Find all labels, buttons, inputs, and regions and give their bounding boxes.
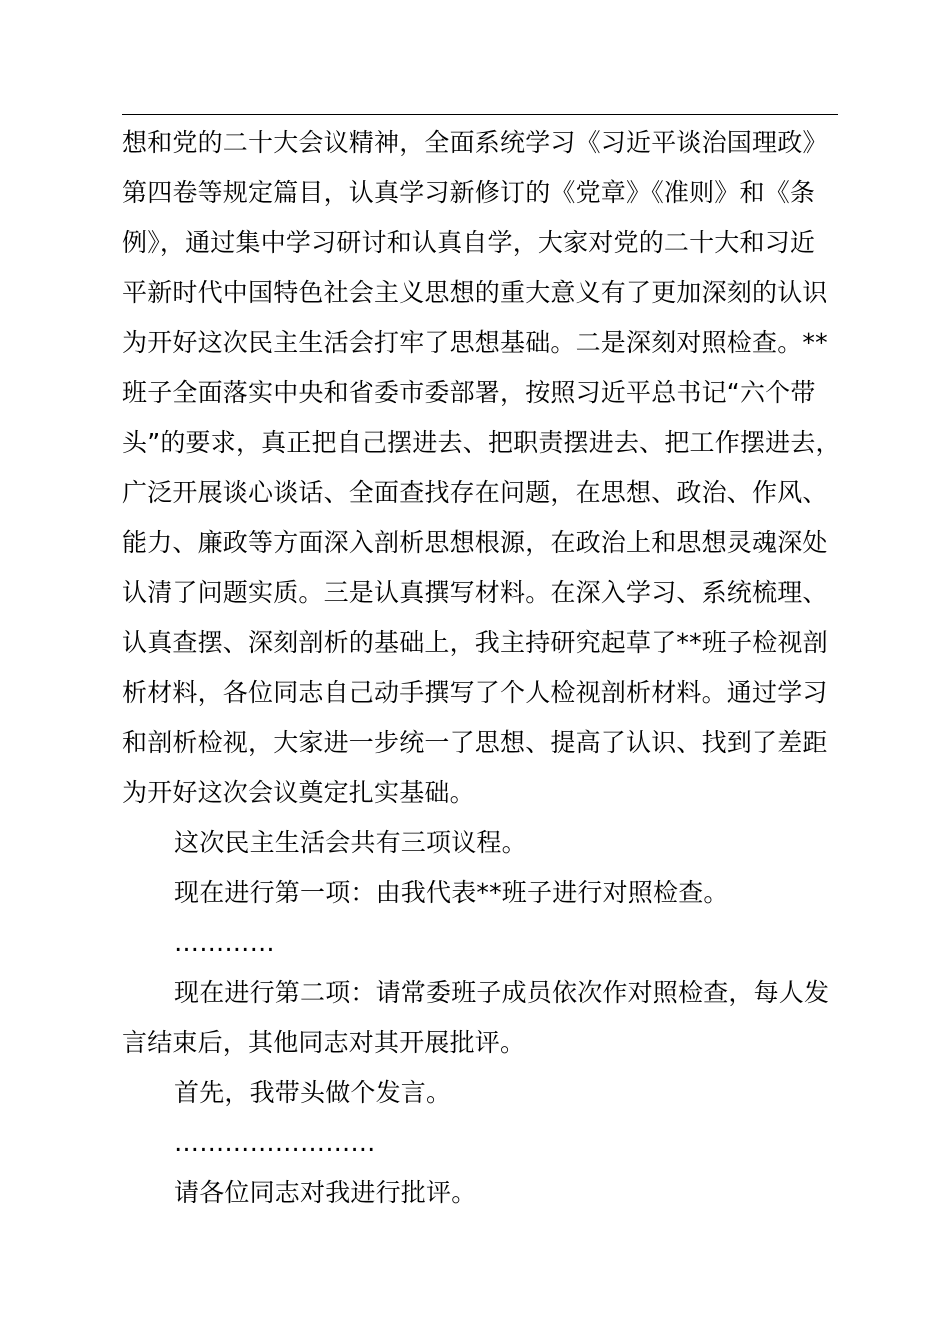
text-line: 第四卷等规定篇目，认真学习新修订的《党章》《准则》和《条 (122, 178, 816, 207)
ellipsis-line: …………………… (174, 1128, 376, 1157)
text-line: 想和党的二十大会议精神，全面系统学习《习近平谈治国理政》 (122, 128, 828, 157)
text-line: 能力、廉政等方面深入剖析思想根源，在政治上和思想灵魂深处 (122, 528, 828, 557)
paragraph-line: 这次民主生活会共有三项议程。 (174, 828, 527, 857)
text-line: 认清了问题实质。三是认真撰写材料。在深入学习、系统梳理、 (122, 578, 828, 607)
text-line: 析材料，各位同志自己动手撰写了个人检视剖析材料。通过学习 (122, 678, 828, 707)
text-line: 为开好这次民主生活会打牢了思想基础。二是深刻对照检查。** (122, 328, 828, 357)
paragraph-line: 现在进行第一项：由我代表**班子进行对照检查。 (174, 878, 729, 907)
text-line: 认真查摆、深刻剖析的基础上，我主持研究起草了**班子检视剖 (122, 628, 828, 657)
paragraph-line: 请各位同志对我进行批评。 (174, 1178, 477, 1207)
text-line: 班子全面落实中央和省委市委部署，按照习近平总书记“六个带 (122, 378, 816, 407)
text-line: 头”的要求，真正把自己摆进去、把职责摆进去、把工作摆进去， (122, 428, 841, 457)
header-rule (122, 114, 838, 115)
text-line: 言结束后，其他同志对其开展批评。 (122, 1028, 526, 1057)
paragraph-line: 首先，我带头做个发言。 (174, 1078, 452, 1107)
text-line: 为开好这次会议奠定扎实基础。 (122, 778, 475, 807)
text-line: 广泛开展谈心谈话、全面查找存在问题，在思想、政治、作风、 (122, 478, 828, 507)
text-line: 例》，通过集中学习研讨和认真自学，大家对党的二十大和习近 (122, 228, 816, 257)
ellipsis-line: ………… (174, 928, 275, 957)
paragraph-line: 现在进行第二项：请常委班子成员依次作对照检查，每人发 (174, 978, 830, 1007)
text-line: 和剖析检视，大家进一步统一了思想、提高了认识、找到了差距 (122, 728, 828, 757)
text-line: 平新时代中国特色社会主义思想的重大意义有了更加深刻的认识 (122, 278, 828, 307)
